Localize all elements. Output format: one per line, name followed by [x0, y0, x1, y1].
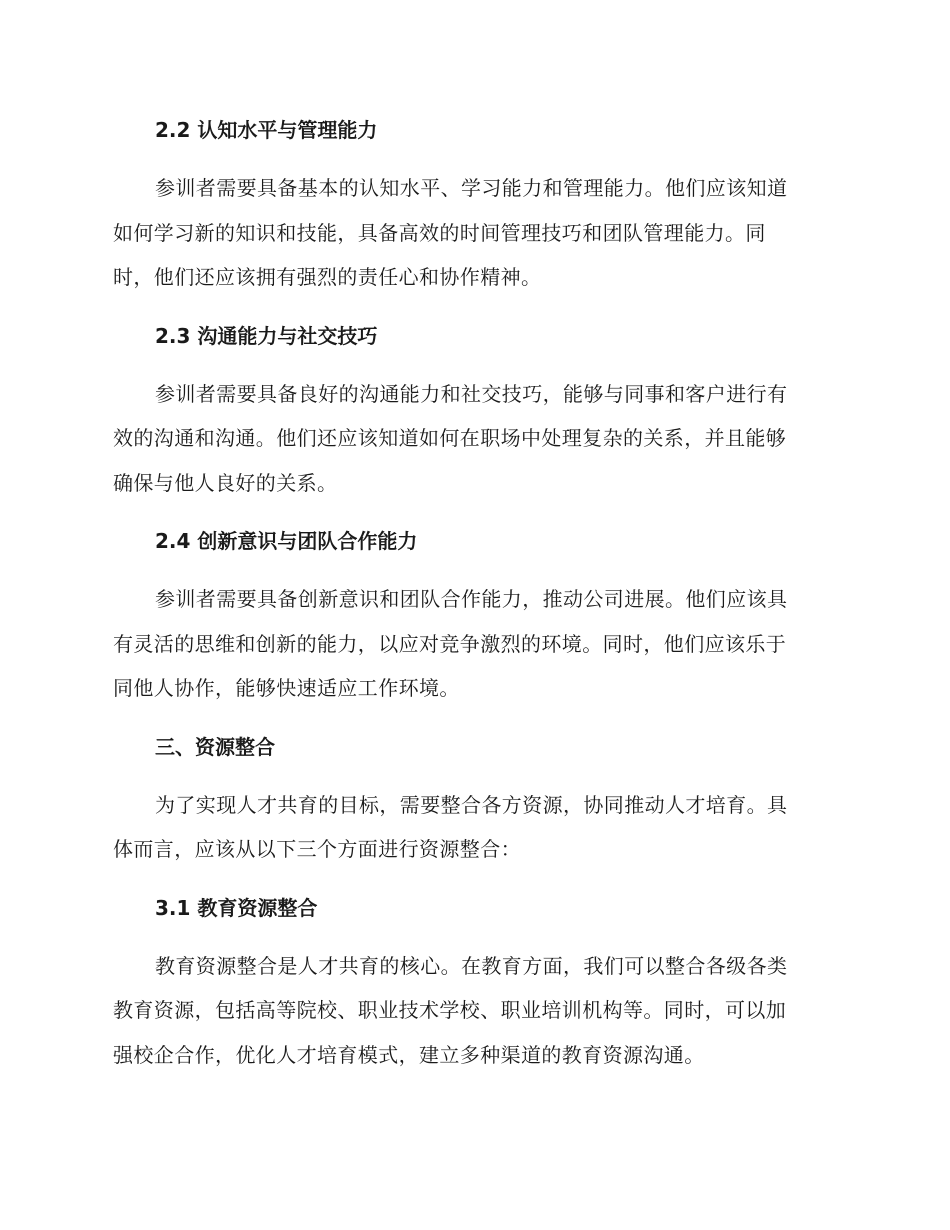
section-heading: 3.1 教育资源整合 — [155, 895, 318, 920]
paragraph-line: 体而言，应该从以下三个方面进行资源整合： — [113, 837, 521, 861]
section-heading: 2.2 认知水平与管理能力 — [155, 118, 378, 142]
paragraph-line: 时，他们还应该拥有强烈的责任心和协作精神。 — [113, 265, 542, 289]
section-heading: 2.3 沟通能力与社交技巧 — [155, 323, 378, 348]
paragraph-line: 强校企合作，优化人才培育模式，建立多种渠道的教育资源沟通。 — [113, 1042, 705, 1067]
section-paragraph — [113, 577, 833, 711]
paragraph-line: 同他人协作，能够快速适应工作环境。 — [113, 676, 460, 700]
paragraph-line: 为了实现人才共育的目标，需要整合各方资源，协同推动人才培育。具 — [155, 792, 788, 817]
section-heading: 三、资源整合 — [155, 734, 275, 759]
paragraph-line: 参训者需要具备创新意识和团队合作能力，推动公司进展。他们应该具 — [155, 587, 788, 611]
section-paragraph — [113, 166, 833, 300]
paragraph-line: 教育资源，包括高等院校、职业技术学校、职业培训机构等。同时，可以加 — [113, 998, 787, 1022]
paragraph-line: 参训者需要具备良好的沟通能力和社交技巧，能够与同事和客户进行有 — [155, 381, 788, 406]
document-page — [113, 108, 833, 1091]
section-paragraph — [113, 783, 833, 872]
section-heading: 2.4 创新意识与团队合作能力 — [155, 529, 418, 553]
section-paragraph — [113, 372, 833, 506]
paragraph-line: 教育资源整合是人才共育的核心。在教育方面，我们可以整合各级各类 — [155, 953, 788, 978]
paragraph-line: 确保与他人良好的关系。 — [113, 470, 338, 495]
paragraph-line: 如何学习新的知识和技能，具备高效的时间管理技巧和团队管理能力。同 — [113, 220, 766, 245]
paragraph-line: 参训者需要具备基本的认知水平、学习能力和管理能力。他们应该知道 — [155, 176, 788, 200]
paragraph-line: 有灵活的思维和创新的能力，以应对竞争激烈的环境。同时，他们应该乐于 — [113, 631, 787, 656]
paragraph-line: 效的沟通和沟通。他们还应该知道如何在职场中处理复杂的关系，并且能够 — [113, 426, 787, 450]
section-paragraph — [113, 944, 833, 1078]
